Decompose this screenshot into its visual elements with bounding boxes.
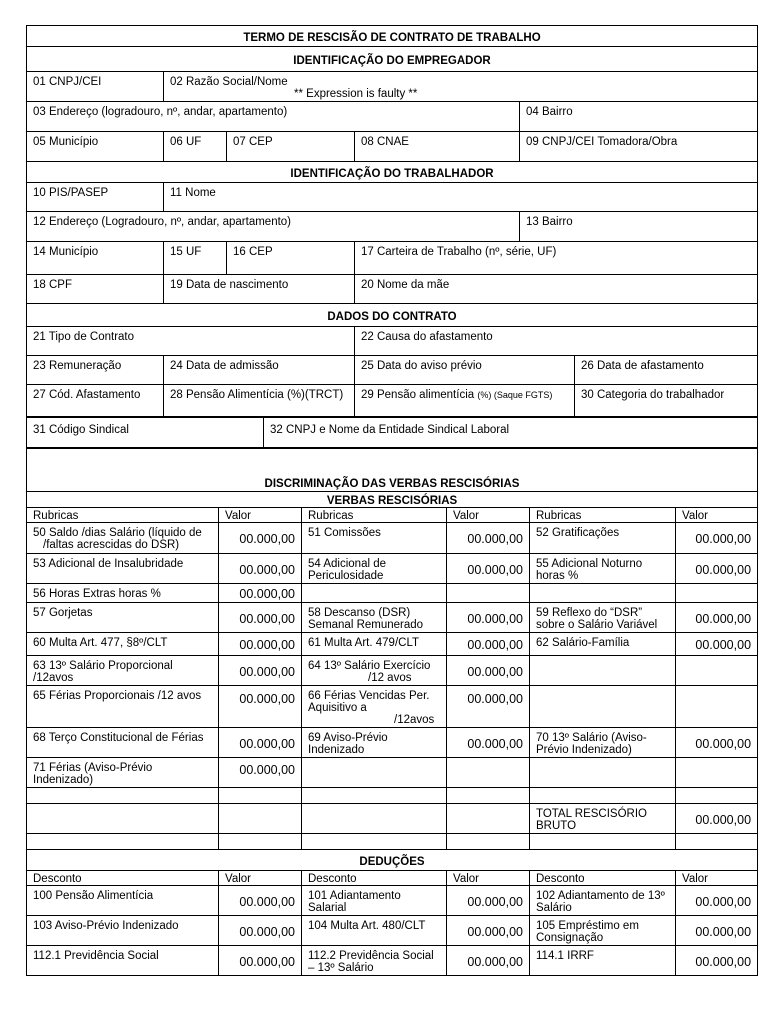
deducao-102: 102 Adiantamento de 13º Salário [530,886,676,916]
verba-62: 62 Salário-Família [530,633,676,656]
field-18-cpf: 18 CPF [27,275,164,304]
verba-57: 57 Gorjetas [27,603,219,633]
verba-59-value: 00.000,00 [676,603,758,633]
field-06-uf: 06 UF [164,132,227,162]
col-desconto: Desconto [27,871,219,886]
col-valor: Valor [676,871,758,886]
verba-70-value: 00.000,00 [676,728,758,758]
deducao-112-1: 112.1 Previdência Social [27,946,219,976]
field-27-cod-afastamento: 27 Cód. Afastamento [27,385,164,417]
verba-58: 58 Descanso (DSR) Semanal Remunerado [302,603,447,633]
col-desconto: Desconto [530,871,676,886]
deductions-header: DEDUÇÕES [27,850,758,871]
verba-65-value: 00.000,00 [219,686,302,728]
col-rubricas: Rubricas [302,508,447,523]
verba-55-value: 00.000,00 [676,554,758,584]
verba-50-line1: 50 Saldo /dias Salário (líquido de [33,527,202,539]
verba-69-value: 00.000,00 [447,728,530,758]
deducao-103-value: 00.000,00 [219,916,302,946]
deducao-104-value: 00.000,00 [447,916,530,946]
verba-60: 60 Multa Art. 477, §8º/CLT [27,633,219,656]
verba-50-line2: /faltas acrescidas do DSR) [43,539,180,551]
field-26-data-afastamento: 26 Data de afastamento [575,356,758,385]
verba-50 [27,523,219,554]
deducao-112-2: 112.2 Previdência Social – 13º Salário [302,946,447,976]
field-23-remuneracao: 23 Remuneração [27,356,164,385]
deducao-100: 100 Pensão Alimentícia [27,886,219,916]
contract-header: DADOS DO CONTRATO [27,304,758,327]
field-24-data-admissao: 24 Data de admissão [164,356,355,385]
field-01-cnpj: 01 CNPJ/CEI [27,72,164,102]
employer-header: IDENTIFICAÇÃO DO EMPREGADOR [27,47,758,72]
verba-66-line2: /12avos [394,714,435,726]
verba-64 [302,656,447,686]
col-valor: Valor [447,508,530,523]
field-02-value: ** Expression is faulty ** [294,88,418,100]
deducao-112-1-value: 00.000,00 [219,946,302,976]
worker-header: IDENTIFICAÇÃO DO TRABALHADOR [27,162,758,183]
field-14-municipio: 14 Município [27,242,164,275]
verba-56-value: 00.000,00 [219,584,302,603]
verba-50-value: 00.000,00 [219,523,302,554]
verba-65: 65 Férias Proporcionais /12 avos [27,686,219,728]
field-03-endereco: 03 Endereço (logradouro, nº, andar, apartamento) [27,102,520,132]
union-table [26,417,758,448]
verba-66-line1: 66 Férias Vencidas Per. Aquisitivo a [308,690,430,714]
verba-63-value: 00.000,00 [219,656,302,686]
verba-58-value: 00.000,00 [447,603,530,633]
verba-51-value: 00.000,00 [447,523,530,554]
field-22-causa-afastamento: 22 Causa do afastamento [355,327,758,356]
field-12-endereco: 12 Endereço (Logradouro, nº, andar, apartamento) [27,212,520,242]
verba-68-value: 00.000,00 [219,728,302,758]
field-02-label: 02 Razão Social/Nome [170,76,288,88]
col-rubricas: Rubricas [530,508,676,523]
verba-51: 51 Comissões [302,523,447,554]
field-19-nascimento: 19 Data de nascimento [164,275,355,304]
field-07-cep: 07 CEP [227,132,355,162]
total-value: 00.000,00 [676,804,758,834]
verba-59: 59 Reflexo do “DSR” sobre o Salário Variável [530,603,676,633]
verba-64-line2: /12 avos [368,672,412,684]
col-desconto: Desconto [302,871,447,886]
field-17-ctps: 17 Carteira de Trabalho (nº, série, UF) [355,242,758,275]
field-05-municipio: 05 Município [27,132,164,162]
verbas-section-title: DISCRIMINAÇÃO DAS VERBAS RESCISÓRIAS [27,449,758,492]
verba-60-value: 00.000,00 [219,633,302,656]
field-32-entidade-sindical: 32 CNPJ e Nome da Entidade Sindical Laboral [264,418,758,448]
verba-69: 69 Aviso-Prévio Indenizado [302,728,447,758]
field-29-label: 29 Pensão alimentícia [361,389,475,401]
field-31-codigo-sindical: 31 Código Sindical [27,418,264,448]
verba-56: 56 Horas Extras horas % [27,584,219,603]
verba-52-value: 00.000,00 [676,523,758,554]
col-valor: Valor [219,871,302,886]
field-29-note: (%) (Saque FGTS) [477,390,553,400]
identification-table [26,25,758,417]
verba-54-value: 00.000,00 [447,554,530,584]
field-30-categoria: 30 Categoria do trabalhador [575,385,758,417]
col-rubricas: Rubricas [27,508,219,523]
verba-61-value: 00.000,00 [447,633,530,656]
verba-64-value: 00.000,00 [447,656,530,686]
field-04-bairro: 04 Bairro [520,102,758,132]
field-02-razao-social [164,72,758,102]
verba-62-value: 00.000,00 [676,633,758,656]
verba-55: 55 Adicional Noturno horas % [530,554,676,584]
deducao-101-value: 00.000,00 [447,886,530,916]
col-valor: Valor [219,508,302,523]
rescission-form [26,25,757,976]
field-10-pis: 10 PIS/PASEP [27,183,164,212]
field-28-pensao-trct: 28 Pensão Alimentícia (%)(TRCT) [164,385,355,417]
field-25-aviso-previo: 25 Data do aviso prévio [355,356,575,385]
col-valor: Valor [676,508,758,523]
deducao-100-value: 00.000,00 [219,886,302,916]
deducao-102-value: 00.000,00 [676,886,758,916]
verba-54: 54 Adicional de Periculosidade [302,554,447,584]
deducao-105-value: 00.000,00 [676,916,758,946]
verbas-header: VERBAS RESCISÓRIAS [27,492,758,508]
deducao-104: 104 Multa Art. 480/CLT [302,916,447,946]
deducao-114-1-value: 00.000,00 [676,946,758,976]
verba-53-value: 00.000,00 [219,554,302,584]
field-20-nome-mae: 20 Nome da mãe [355,275,758,304]
verba-63: 63 13º Salário Proporcional /12avos [27,656,219,686]
deducao-101: 101 Adiantamento Salarial [302,886,447,916]
field-21-tipo-contrato: 21 Tipo de Contrato [27,327,355,356]
field-13-bairro: 13 Bairro [520,212,758,242]
field-29-pensao-fgts [355,385,575,417]
verbas-table [26,448,758,976]
field-08-cnae: 08 CNAE [355,132,520,162]
verba-53: 53 Adicional de Insalubridade [27,554,219,584]
verba-71: 71 Férias (Aviso-Prévio Indenizado) [27,758,219,788]
field-16-cep: 16 CEP [227,242,355,275]
deducao-112-2-value: 00.000,00 [447,946,530,976]
verba-71-value: 00.000,00 [219,758,302,788]
verba-52: 52 Gratificações [530,523,676,554]
field-09-cnpj-tomadora: 09 CNPJ/CEI Tomadora/Obra [520,132,758,162]
verba-66-value: 00.000,00 [447,686,530,728]
form-title: TERMO DE RESCISÃO DE CONTRATO DE TRABALHO [27,26,758,47]
col-valor: Valor [447,871,530,886]
verba-57-value: 00.000,00 [219,603,302,633]
deducao-105: 105 Empréstimo em Consignação [530,916,676,946]
verba-70: 70 13º Salário (Aviso-Prévio Indenizado) [530,728,676,758]
deducao-103: 103 Aviso-Prévio Indenizado [27,916,219,946]
field-15-uf: 15 UF [164,242,227,275]
verba-66 [302,686,447,728]
verba-68: 68 Terço Constitucional de Férias [27,728,219,758]
field-11-nome: 11 Nome [164,183,758,212]
verba-64-line1: 64 13º Salário Exercício [308,660,431,672]
verba-61: 61 Multa Art. 479/CLT [302,633,447,656]
deducao-114-1: 114.1 IRRF [530,946,676,976]
total-rescisorio-bruto: TOTAL RESCISÓRIO BRUTO [530,804,676,834]
